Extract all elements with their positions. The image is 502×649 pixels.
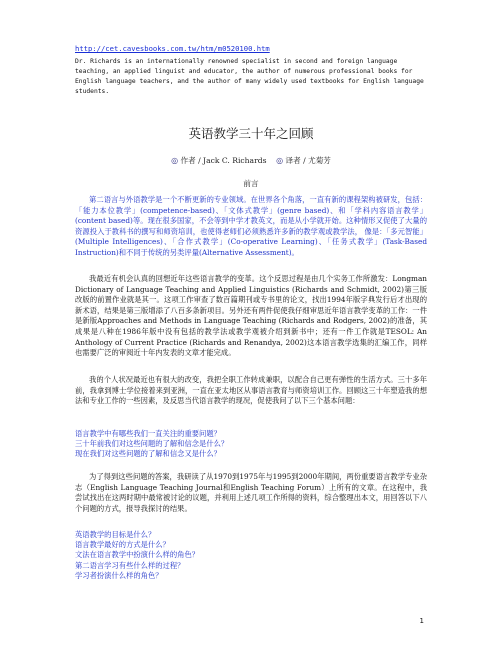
paragraph-3: 我的个人状况最近也有很大的改变，我把全职工作转成兼职，以配合自己更有弹性的生活方式。三十多年前，我拿到博士学位接着来到亚洲，一直在亚太地区从事语言教育与师资培训工作。回顾这三十年塑造我的想法和专业工作的一些因素，及反思当代语言教学的现况，促使我问了以下三个基本问题： <box>75 375 427 406</box>
question-item: 语言教学最好的方式是什么？ <box>75 540 170 550</box>
byline <box>0 155 502 166</box>
article-title: 英语教学三十年之回顾 <box>188 126 314 141</box>
question-item: 文法在语言教学中扮演什么样的角色？ <box>75 550 200 560</box>
question-item: 现在我们对这些问题的了解和信念又是什么？ <box>75 449 221 459</box>
question-item: 学习者扮演什么样的角色？ <box>75 570 163 580</box>
question-item: 语言教学中有哪些我们一直关注的重要问题？ <box>75 429 221 438</box>
author-intro-text: Dr. Richards is an internationally renowned specialist in second and foreign language teaching, an applied linguist and educator, the author of numerous professional books for English language teachers, and the author of many widely used textbooks for English language students. <box>75 58 424 95</box>
question-list-1 <box>75 429 427 460</box>
page-number: 1 <box>419 617 424 625</box>
paragraph-2: 我最近有机会认真的回想近年这些语言教学的变革。这个反思过程是由几个实务工作所激发：Longman Dictionary of Language Teaching and Applied Linguistics (Richards and Schmidt, 2002)第三版改版的前置作业就是其一。这项工作审查了数百篇期刊或专书里的论文，找出1994年版字典发行后才出现的新术语，结果是第三版增添了八百多条新项目。另外还有两件促使我仔细审思近年语言教学变革的工作：一件是新版Approaches and Methods in Language Teaching (Richards and Rodgers, 2002)的准备，其成果是八种在1986年版中没有包括的教学法或教学观被介绍到新书中；还有一件工作就是TESOL: An Anthology of Current Practice (Richards and Renandya, 2002)这本语言教学选集的汇编工作，同样也需要广泛的审阅近十年内发表的文章才能完成。 <box>75 274 427 358</box>
author-label: 作者 / Jack C. Richards <box>180 156 267 165</box>
byline-mark-icon: ◎ <box>171 156 179 165</box>
question-item: 第二语言学习有些什么样的过程？ <box>75 560 185 570</box>
paragraph-1: 第二语言与外语教学是一个不断更新的专业领域。在世界各个角落，一直有新的课程架构被研发，包括：「能力本位教学」(competence-based)、「文体式教学」(genre based)、和「学科内容语言教学」(content based)等。现在很多国家，不会等到中学才教英文，而是从小学就开始。这种情形又促使了大量的资源投入于教科书的撰写和师资培训，也使得老师们必须熟悉许多新的教学观或教学法， 像是：「多元智能」(Multiple Intelligences)、「合作式教学」(Co-operative Learning)、「任务式教学」(Task-Based Instruction)和不同于传统的另类评量(Alternative Assessment)。 <box>75 195 427 257</box>
byline-mark-icon: ◎ <box>276 156 284 165</box>
preface-heading: 前言 <box>243 179 259 188</box>
translator-label: 译者 / 尤菊芳 <box>285 156 331 165</box>
question-item: 英语教学的目标是什么？ <box>75 530 156 539</box>
question-item: 三十年前我们对这些问题的了解和信念是什么？ <box>75 439 229 449</box>
question-list-2 <box>75 530 427 581</box>
source-url-link[interactable]: http://cet.cavesbooks.com.tw/htm/m0520100.htm <box>75 44 270 53</box>
paragraph-4: 为了得到这些问题的答案，我研读了从1970到1975年与1995到2000年期间，两份重要语言教学专业杂志（English Language Teaching Journal和English Teaching Forum）上所有的文章。在这程中，我尝试找出在这两时期中最常被讨论的议题，并利用上述几项工作所得的资料，综合整理出本文，用回答以下八个问题的方式，报导我探讨的结果。 <box>75 472 427 513</box>
